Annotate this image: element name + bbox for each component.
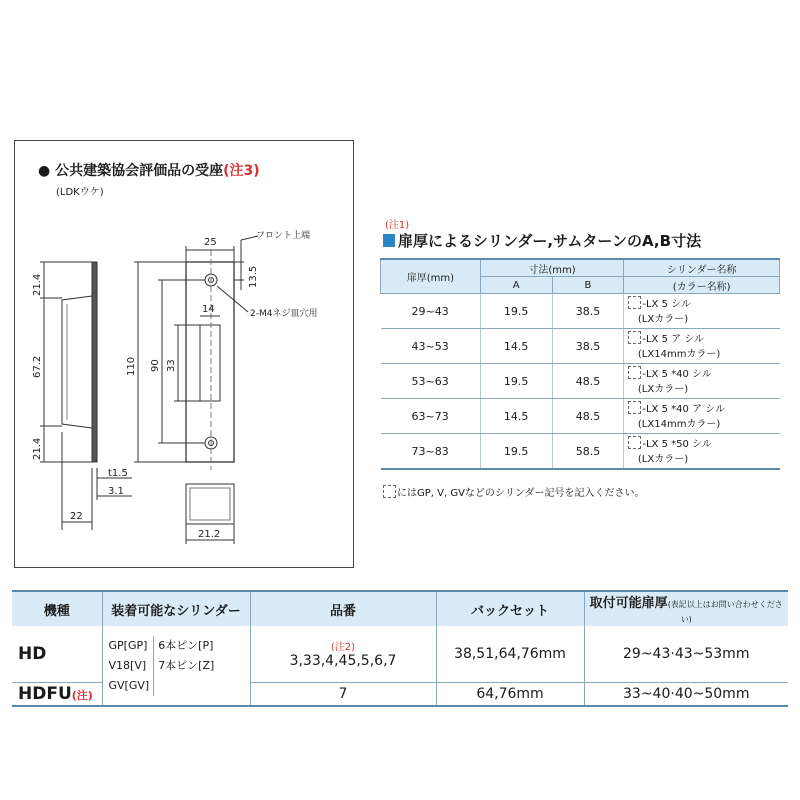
cyl-color: (LX14mmカラー) — [637, 348, 721, 360]
cell-cylinder — [624, 399, 780, 434]
cell-part-row2: 7 — [250, 682, 436, 706]
cyl-table-note: (注1) — [385, 220, 410, 231]
cell-a: 19.5 — [480, 364, 552, 399]
bullet-icon: ● — [38, 163, 51, 179]
cyl-v18: V18[V] — [108, 658, 147, 672]
cyl-table-title-text: 扉厚によるシリンダー,サムターンのA,B寸法 — [398, 232, 702, 250]
pin-6: 6本ピン[P] — [158, 638, 214, 652]
table-row — [381, 364, 780, 399]
dim-25: 25 — [204, 237, 217, 248]
dim-21-2: 21.2 — [198, 529, 221, 540]
cell-backset-row2: 64,76mm — [436, 682, 584, 706]
cyl-table-footnote — [383, 484, 645, 499]
head-a: A — [480, 277, 552, 294]
blank-box-icon — [628, 296, 641, 309]
blank-box-icon — [628, 436, 641, 449]
part-note: (注2) — [330, 642, 356, 654]
dim-21-4-top: 21.4 — [32, 273, 43, 296]
callout-front: フロント上端 — [256, 231, 311, 241]
cell-a: 19.5 — [480, 294, 552, 329]
cell-cylinder — [624, 434, 780, 470]
model-hdfu-note: (注) — [71, 688, 93, 702]
cyl-name: -LX 5 *50 シル — [642, 438, 712, 450]
head-backset: バックセット — [436, 591, 584, 626]
cell-thickness: 29~43 — [381, 294, 481, 329]
dim-14: 14 — [202, 304, 215, 315]
blank-box-icon — [628, 401, 641, 414]
head-thickness-main: 取付可能扉厚 — [589, 596, 668, 611]
cylinder-dimension-table — [380, 258, 780, 470]
cyl-gv: GV[GV] — [108, 678, 150, 692]
pin-7: 7本ピン[Z] — [158, 658, 215, 672]
blank-box-icon — [628, 366, 641, 379]
cyl-table-title — [383, 230, 701, 251]
square-icon — [383, 234, 395, 247]
dim-21-4-bot: 21.4 — [32, 437, 43, 460]
dim-110: 110 — [126, 356, 137, 376]
head-b: B — [552, 277, 624, 294]
dim-13-5: 13.5 — [248, 265, 259, 288]
table-row — [381, 329, 780, 364]
dim-t1-5: t1.5 — [108, 468, 128, 479]
cyl-color: (LX14mmカラー) — [637, 418, 721, 430]
cyl-name: -LX 5 *40 シル — [642, 368, 712, 380]
dim-67-2: 67.2 — [32, 355, 43, 378]
head-cylinder: 装着可能なシリンダー — [102, 591, 250, 626]
table-row — [381, 434, 780, 470]
cyl-name: -LX 5 シル — [642, 298, 691, 310]
dim-33: 33 — [166, 359, 177, 372]
cell-thickness: 53~63 — [381, 364, 481, 399]
cyl-color: (LXカラー) — [637, 453, 689, 465]
head-thickness — [584, 591, 788, 626]
cell-a: 14.5 — [480, 329, 552, 364]
head-dim: 寸法(mm) — [480, 259, 624, 277]
model-hdfu — [12, 682, 102, 706]
blank-box-icon — [383, 485, 396, 498]
callout-screw: 2-M4ネジ皿穴用 — [250, 309, 318, 319]
head-cyl-1: シリンダー名称 — [624, 259, 780, 277]
model-hdfu-text: HDFU — [18, 683, 72, 704]
cell-thickness-row1: 29~43·43~53mm — [584, 626, 788, 682]
head-thickness-note: (表記以上はお問い合わせください) — [667, 600, 783, 624]
cell-a: 14.5 — [480, 399, 552, 434]
head-model: 機種 — [12, 591, 102, 626]
model-hd: HD — [18, 643, 47, 664]
head-thickness: 扉厚(mm) — [381, 259, 481, 294]
cell-cylinder — [624, 294, 780, 329]
table-row — [381, 399, 780, 434]
cell-b: 48.5 — [552, 399, 624, 434]
cell-b: 38.5 — [552, 329, 624, 364]
cell-cylinder — [624, 329, 780, 364]
cell-backset-row1: 38,51,64,76mm — [436, 626, 584, 682]
drawing-subtitle: (LDKウケ) — [56, 187, 104, 198]
dim-90: 90 — [150, 359, 161, 372]
table-row — [381, 294, 780, 329]
dim-22: 22 — [70, 511, 83, 522]
blank-box-icon — [628, 331, 641, 344]
cell-part-row1 — [250, 626, 436, 682]
part-value: 3,33,4,45,5,6,7 — [289, 653, 397, 670]
cyl-color: (LXカラー) — [637, 313, 689, 325]
cell-thickness: 73~83 — [381, 434, 481, 470]
dim-3-1: 3.1 — [108, 486, 124, 497]
cell-a: 19.5 — [480, 434, 552, 470]
cell-thickness: 43~53 — [381, 329, 481, 364]
cyl-color: (LXカラー) — [637, 383, 689, 395]
cyl-name: -LX 5 *40 ア シル — [642, 403, 725, 415]
cell-cylinder — [624, 364, 780, 399]
drawing-title-note: (注3) — [223, 163, 260, 179]
head-part: 品番 — [250, 591, 436, 626]
cyl-name: -LX 5 ア シル — [642, 333, 705, 345]
cell-cylinders — [102, 626, 250, 706]
cell-thickness: 63~73 — [381, 399, 481, 434]
spec-table — [12, 590, 788, 707]
cell-b: 38.5 — [552, 294, 624, 329]
cell-b: 48.5 — [552, 364, 624, 399]
cyl-gp: GP[GP] — [108, 638, 148, 652]
cell-thickness-row2: 33~40·40~50mm — [584, 682, 788, 706]
drawing-title-text: 公共建築協会評価品の受座 — [55, 163, 224, 179]
head-cyl-2: (カラー名称) — [624, 277, 780, 294]
footnote-text: にはGP, V, GVなどのシリンダー記号を記入ください。 — [397, 488, 645, 499]
cell-b: 58.5 — [552, 434, 624, 470]
